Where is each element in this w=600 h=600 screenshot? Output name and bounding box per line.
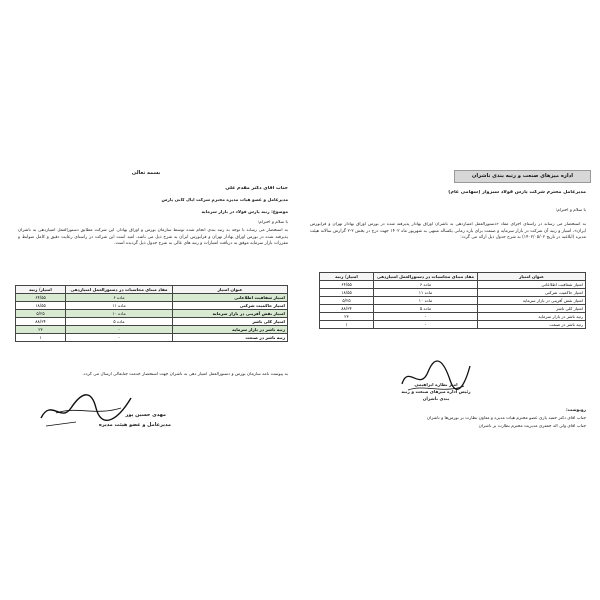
signer-name: مهدی حسین پور xyxy=(125,412,166,418)
cc-line: جناب آقای ولی اله جعفری مدیریت محترم نظارت بر ناشران xyxy=(478,424,586,429)
table-row: امتیاز حاکمیت شرکتی ماده ۱۱ ۱۸/۵۵ xyxy=(16,302,288,310)
table-row: امتیاز حاکمیت شرکتی ماده ۱۱ ۱۸/۵۵ xyxy=(320,289,586,297)
letter-heading: بسمه تعالی xyxy=(131,170,161,176)
table-row: رتبه ناشر در بازار سرمایه - ۲۳ xyxy=(16,326,288,334)
col-header-ref: مفاد مبنای محاسبات در دستورالعمل امتیازدهی xyxy=(374,273,478,281)
greeting: با سلام و احترام؛ xyxy=(257,220,288,225)
table-row: امتیاز کلی ناشر ماده ۵ ۸۸/۳۴ xyxy=(320,305,586,313)
attachment-note: به پیوست نامه سازمان بورس و دستورالعمل امتیاز دهی به ناشران جهت استحضار خدمت جنابعالی ارسال می گردد. xyxy=(82,372,288,377)
right-letter xyxy=(304,150,594,450)
table-row: رتبه ناشر در صنعت - ۱ xyxy=(16,334,288,342)
cc-label: رونوشت: xyxy=(566,408,586,413)
col-header-score: امتیاز/ رتبه xyxy=(16,286,66,294)
recipient-title: مدیرعامل و عضو هیات مدیره محترم شرکت ایال کانی پارس xyxy=(161,198,288,203)
col-header-ref: مفاد مبنای محاسبات در دستورالعمل امتیازدهی xyxy=(66,286,173,294)
recipient-name: جناب آقای دکتر مقدم علی xyxy=(225,186,288,191)
col-header-title: عنوان امتیاز xyxy=(173,286,288,294)
recipient-title: مدیرعامل محترم شرکت پارس فولاد سبزوار (سهامی عام) xyxy=(448,190,586,195)
table-row: امتیاز شفافیت اطلاعاتی ماده ۶ ۶۴/۵۵ xyxy=(16,294,288,302)
scores-table xyxy=(319,272,586,329)
col-header-score: امتیاز/ رتبه xyxy=(320,273,374,281)
table-row: رتبه ناشر در صنعت - ۱ xyxy=(320,321,586,329)
table-row: امتیاز کلی ناشر ماده ۵ ۸۸/۳۴ xyxy=(16,318,288,326)
signer-name: امیر نظاره ابراهیمی xyxy=(414,383,458,388)
signer-title: مدیرعامل و عضو هیئت مدیره xyxy=(98,422,171,428)
table-row: امتیاز نقش آفرینی در بازار سرمایه ماده ۱۰ ۵/۲۵ xyxy=(16,310,288,318)
cc-line: جناب آقای دکتر حمید یاری عضو محترم هیأت مدیره و معاون نظارت بر بورس‌ها و ناشران xyxy=(426,416,586,421)
department-header: اداره میزهای صنعت و رتبه بندی ناشران xyxy=(454,170,591,183)
signer-title: رئیس اداره میزهای صنعت و رتبه بندی ناشران xyxy=(401,390,471,402)
letter-subject: موضوع: رتبه پارس فولاد در بازار سرمایه xyxy=(201,210,288,215)
letter-body: به استحضار می رساند با توجه به رتبه بندی انجام شده توسط سازمان بورس و اوراق بهادار، این شرکت مطابق دستورالعمل امتیازدهی به ناشران پذیرفته شده در بورس اوراق بهادار تهران و فرابورس ایران به شرح ذیل می باشد. امید است این شرکت در راستای رعایت دقیق و کامل ضوابط و مقررات بازار سرمایه موفق به دریافت امتیازات و رتبه های عالی به شرح جدول ذیل گردیده است. xyxy=(18,228,288,247)
table-row: امتیاز نقش آفرینی در بازار سرمایه ماده ۱۰ ۵/۲۵ xyxy=(320,297,586,305)
greeting: با سلام و احترام؛ xyxy=(555,208,586,213)
left-letter xyxy=(6,150,296,450)
col-header-title: عنوان امتیاز xyxy=(478,273,586,281)
letter-body: به استحضار می رساند در راستای اجرای مفاد «دستورالعمل امتیازدهی به ناشران اوراق بهادار پذیرفته شده در بورس اوراق بهادار تهران و فرابورس ایران»، امتیاز و رتبه آن شرکت در بازار سرمایه و صنعت برای بازه زمانی یکساله منتهی به شهریور ماه ۱۴۰۲ جهت درج در بخش ۲-۲ گزارش سالانه هیئت مدیره (ابلاغیه در تاریخ ۱۴۰۲/۰۵/۰۲) به شرح جدول ذیل ارائه می گردد: xyxy=(310,222,586,241)
table-row: امتیاز شفافیت اطلاعاتی ماده ۶ ۶۴/۵۵ xyxy=(320,281,586,289)
scores-table xyxy=(15,285,288,342)
table-row: رتبه ناشر در بازار سرمایه - ۲۳ xyxy=(320,313,586,321)
